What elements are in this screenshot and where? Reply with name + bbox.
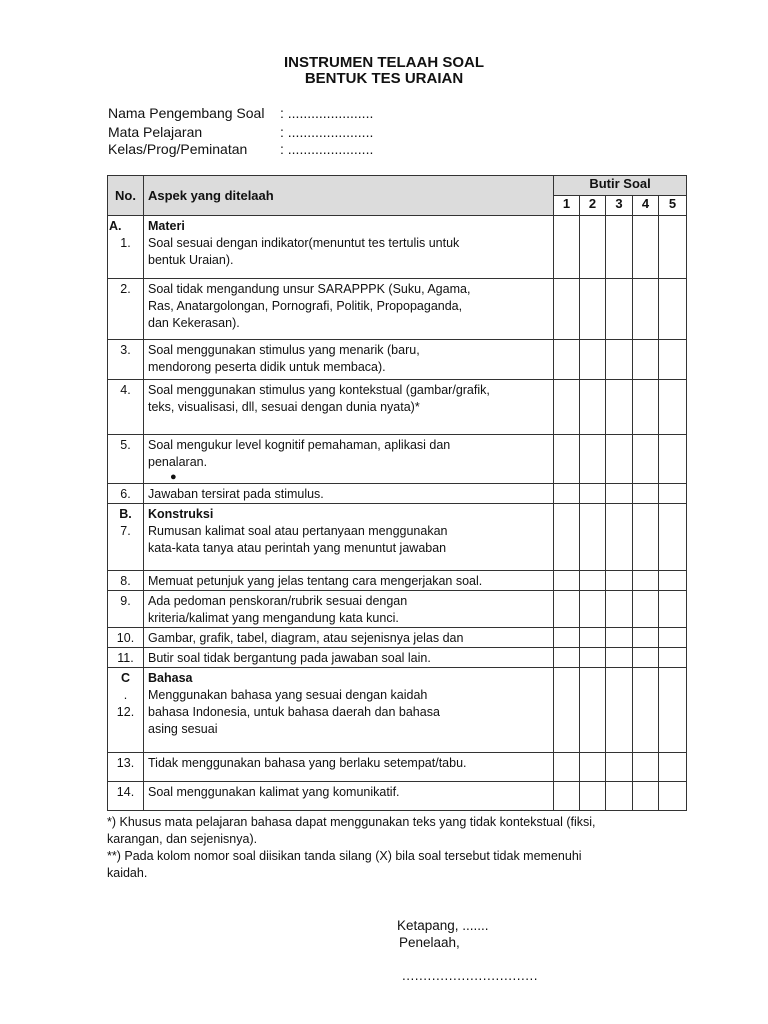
check-cell[interactable] bbox=[554, 782, 580, 811]
row-text-line: mendorong peserta didik untuk membaca). bbox=[148, 360, 386, 374]
meta-value: : ...................... bbox=[280, 105, 374, 121]
check-cell[interactable] bbox=[633, 782, 659, 811]
table-row bbox=[108, 380, 687, 435]
check-cell[interactable] bbox=[633, 571, 659, 591]
check-cell[interactable] bbox=[554, 340, 580, 380]
table-row bbox=[108, 435, 687, 484]
check-cell[interactable] bbox=[554, 504, 580, 571]
section-a-title: Materi bbox=[148, 219, 185, 233]
row-number-text: 1. bbox=[120, 236, 131, 250]
row-text-line: Soal sesuai dengan indikator(menuntut tes tertulis untuk bbox=[148, 236, 460, 250]
row-number: 5. bbox=[108, 435, 144, 484]
check-cell[interactable] bbox=[606, 668, 633, 753]
check-cell[interactable] bbox=[580, 648, 606, 668]
row-number-text: 7. bbox=[120, 524, 131, 538]
check-cell[interactable] bbox=[606, 216, 633, 279]
row-number-text: 12. bbox=[116, 705, 135, 719]
check-cell[interactable] bbox=[659, 216, 687, 279]
row-text-line: teks, visualisasi, dll, sesuai dengan dunia nyata)* bbox=[148, 400, 420, 414]
row-text-line: Ras, Anatargolongan, Pornografi, Politik, Propopaganda, bbox=[148, 299, 463, 313]
section-c-number: C bbox=[120, 671, 131, 685]
row-aspect bbox=[144, 279, 554, 340]
row-number bbox=[108, 504, 144, 571]
row-number: 14. bbox=[108, 782, 144, 811]
check-cell[interactable] bbox=[659, 753, 687, 782]
row-text-line: Soal tidak mengandung unsur SARAPPPK (Suku, Agama, bbox=[148, 282, 471, 296]
check-cell[interactable] bbox=[633, 753, 659, 782]
check-cell[interactable] bbox=[606, 753, 633, 782]
check-cell[interactable] bbox=[554, 484, 580, 504]
check-cell[interactable] bbox=[606, 628, 633, 648]
meta-label: Mata Pelajaran bbox=[108, 124, 203, 140]
check-cell[interactable] bbox=[554, 380, 580, 435]
row-number: 9. bbox=[108, 591, 144, 628]
table-row bbox=[108, 279, 687, 340]
check-cell[interactable] bbox=[606, 571, 633, 591]
meta-class bbox=[108, 141, 373, 158]
bullet-icon: ● bbox=[170, 471, 177, 483]
check-cell[interactable] bbox=[580, 753, 606, 782]
row-number: 4. bbox=[108, 380, 144, 435]
footnote-2-line-1: **) Pada kolom nomor soal diisikan tanda silang (X) bila soal tersebut tidak memenuhi bbox=[107, 849, 582, 863]
section-b-number: B. bbox=[119, 507, 132, 521]
row-text-line: bahasa Indonesia, untuk bahasa daerah dan bahasa bbox=[148, 705, 440, 719]
row-text-line: Soal menggunakan kalimat yang komunikatif. bbox=[148, 785, 400, 799]
row-text-line: Jawaban tersirat pada stimulus. bbox=[148, 487, 324, 501]
check-cell[interactable] bbox=[659, 628, 687, 648]
row-number: 6. bbox=[108, 484, 144, 504]
check-cell[interactable] bbox=[633, 668, 659, 753]
check-cell[interactable] bbox=[633, 435, 659, 484]
section-c-dot: . bbox=[123, 688, 128, 702]
row-aspect bbox=[144, 648, 554, 668]
row-text-line: Butir soal tidak bergantung pada jawaban soal lain. bbox=[148, 651, 431, 665]
meta-developer bbox=[108, 105, 373, 122]
check-cell[interactable] bbox=[659, 435, 687, 484]
row-number: 3. bbox=[108, 340, 144, 380]
row-number bbox=[108, 216, 144, 279]
check-cell[interactable] bbox=[554, 435, 580, 484]
check-cell[interactable] bbox=[580, 668, 606, 753]
check-cell[interactable] bbox=[580, 591, 606, 628]
check-cell[interactable] bbox=[554, 668, 580, 753]
table-row bbox=[108, 753, 687, 782]
row-text-line: Rumusan kalimat soal atau pertanyaan menggunakan bbox=[148, 524, 448, 538]
check-cell[interactable] bbox=[659, 782, 687, 811]
check-cell[interactable] bbox=[633, 504, 659, 571]
check-cell[interactable] bbox=[606, 504, 633, 571]
meta-label: Kelas/Prog/Peminatan bbox=[108, 141, 248, 157]
meta-value: : ...................... bbox=[280, 124, 374, 140]
table-row bbox=[108, 628, 687, 648]
row-text-line: Ada pedoman penskoran/rubrik sesuai dengan bbox=[148, 594, 408, 608]
footnotes bbox=[107, 814, 667, 882]
meta-label: Nama Pengembang Soal bbox=[108, 105, 265, 121]
row-text-line: kata-kata tanya atau perintah yang menuntut jawaban bbox=[148, 541, 447, 555]
row-aspect bbox=[144, 571, 554, 591]
row-aspect bbox=[144, 782, 554, 811]
check-cell[interactable] bbox=[633, 279, 659, 340]
signature-role: Penelaah, bbox=[399, 935, 460, 950]
check-cell[interactable] bbox=[580, 504, 606, 571]
footnote-1-line-1: *) Khusus mata pelajaran bahasa dapat menggunakan teks yang tidak kontekstual (fiksi, bbox=[107, 815, 596, 829]
meta-subject bbox=[108, 124, 373, 141]
check-cell[interactable] bbox=[554, 591, 580, 628]
check-cell[interactable] bbox=[659, 668, 687, 753]
check-cell[interactable] bbox=[606, 591, 633, 628]
check-cell[interactable] bbox=[659, 484, 687, 504]
section-b-title: Konstruksi bbox=[148, 507, 214, 521]
header-aspek: Aspek yang ditelaah bbox=[144, 176, 554, 216]
header-butir-1: 1 bbox=[554, 196, 580, 216]
meta-value: : ...................... bbox=[280, 141, 374, 157]
document-title: INSTRUMEN TELAAH SOAL bbox=[284, 54, 484, 71]
check-cell[interactable] bbox=[554, 753, 580, 782]
check-cell[interactable] bbox=[659, 571, 687, 591]
section-c-title: Bahasa bbox=[148, 671, 193, 685]
check-cell[interactable] bbox=[633, 340, 659, 380]
row-aspect bbox=[144, 484, 554, 504]
check-cell[interactable] bbox=[554, 628, 580, 648]
row-aspect bbox=[144, 753, 554, 782]
check-cell[interactable] bbox=[633, 591, 659, 628]
table-row bbox=[108, 216, 687, 279]
check-cell[interactable] bbox=[580, 340, 606, 380]
table-row bbox=[108, 571, 687, 591]
check-cell[interactable] bbox=[554, 571, 580, 591]
check-cell[interactable] bbox=[659, 340, 687, 380]
row-aspect bbox=[144, 435, 554, 484]
row-aspect bbox=[144, 340, 554, 380]
check-cell[interactable] bbox=[633, 648, 659, 668]
row-text-line: Memuat petunjuk yang jelas tentang cara mengerjakan soal. bbox=[148, 574, 483, 588]
header-butir-soal: Butir Soal bbox=[554, 176, 687, 196]
row-text-line: penalaran. bbox=[148, 455, 208, 469]
row-aspect bbox=[144, 216, 554, 279]
row-number: 11. bbox=[108, 648, 144, 668]
check-cell[interactable] bbox=[659, 380, 687, 435]
check-cell[interactable] bbox=[606, 380, 633, 435]
check-cell[interactable] bbox=[633, 484, 659, 504]
check-cell[interactable] bbox=[580, 279, 606, 340]
check-cell[interactable] bbox=[554, 648, 580, 668]
section-a-number: A. bbox=[109, 219, 122, 233]
row-aspect bbox=[144, 668, 554, 753]
check-cell[interactable] bbox=[659, 504, 687, 571]
row-number: 13. bbox=[108, 753, 144, 782]
check-cell[interactable] bbox=[580, 380, 606, 435]
check-cell[interactable] bbox=[606, 648, 633, 668]
check-cell[interactable] bbox=[633, 628, 659, 648]
table-row bbox=[108, 504, 687, 571]
check-cell[interactable] bbox=[580, 484, 606, 504]
header-butir-4: 4 bbox=[633, 196, 659, 216]
check-cell[interactable] bbox=[633, 216, 659, 279]
check-cell[interactable] bbox=[580, 782, 606, 811]
table-row bbox=[108, 668, 687, 753]
row-text-line: kriteria/kalimat yang mengandung kata kunci. bbox=[148, 611, 399, 625]
check-cell[interactable] bbox=[606, 279, 633, 340]
document-subtitle: BENTUK TES URAIAN bbox=[304, 70, 464, 87]
row-text-line: bentuk Uraian). bbox=[148, 253, 234, 267]
table-row bbox=[108, 484, 687, 504]
table-row bbox=[108, 591, 687, 628]
footnote-2-line-2: kaidah. bbox=[107, 866, 148, 880]
row-text-line: Gambar, grafik, tabel, diagram, atau sejenisnya jelas dan bbox=[148, 631, 464, 645]
row-text-line: Soal menggunakan stimulus yang kontekstual (gambar/grafik, bbox=[148, 383, 490, 397]
check-cell[interactable] bbox=[606, 435, 633, 484]
row-text-line: asing sesuai bbox=[148, 722, 218, 736]
signature-line: ................................ bbox=[402, 968, 539, 983]
row-aspect bbox=[144, 380, 554, 435]
row-text-line: Soal mengukur level kognitif pemahaman, aplikasi dan bbox=[148, 438, 451, 452]
row-number: 2. bbox=[108, 279, 144, 340]
check-cell[interactable] bbox=[554, 216, 580, 279]
check-cell[interactable] bbox=[659, 591, 687, 628]
check-cell[interactable] bbox=[580, 628, 606, 648]
check-cell[interactable] bbox=[580, 216, 606, 279]
table-row bbox=[108, 782, 687, 811]
row-text-line: dan Kekerasan). bbox=[148, 316, 240, 330]
header-butir-2: 2 bbox=[580, 196, 606, 216]
row-text-line: Tidak menggunakan bahasa yang berlaku setempat/tabu. bbox=[148, 756, 467, 770]
check-cell[interactable] bbox=[580, 435, 606, 484]
table-row bbox=[108, 648, 687, 668]
check-cell[interactable] bbox=[606, 782, 633, 811]
row-aspect bbox=[144, 591, 554, 628]
row-aspect bbox=[144, 504, 554, 571]
table-row bbox=[108, 340, 687, 380]
check-cell[interactable] bbox=[606, 484, 633, 504]
header-no: No. bbox=[108, 176, 144, 216]
review-table bbox=[107, 175, 687, 811]
footnote-1-line-2: karangan, dan sejenisnya). bbox=[107, 832, 258, 846]
row-number: 10. bbox=[108, 628, 144, 648]
check-cell[interactable] bbox=[606, 340, 633, 380]
check-cell[interactable] bbox=[580, 571, 606, 591]
row-text-line: Menggunakan bahasa yang sesuai dengan kaidah bbox=[148, 688, 428, 702]
row-aspect bbox=[144, 628, 554, 648]
check-cell[interactable] bbox=[659, 279, 687, 340]
row-text-line: Soal menggunakan stimulus yang menarik (baru, bbox=[148, 343, 420, 357]
header-butir-5: 5 bbox=[659, 196, 687, 216]
check-cell[interactable] bbox=[633, 380, 659, 435]
check-cell[interactable] bbox=[554, 279, 580, 340]
check-cell[interactable] bbox=[659, 648, 687, 668]
signature-place-date: Ketapang, ....... bbox=[397, 918, 489, 933]
header-butir-3: 3 bbox=[606, 196, 633, 216]
row-number: 8. bbox=[108, 571, 144, 591]
row-number bbox=[108, 668, 144, 753]
